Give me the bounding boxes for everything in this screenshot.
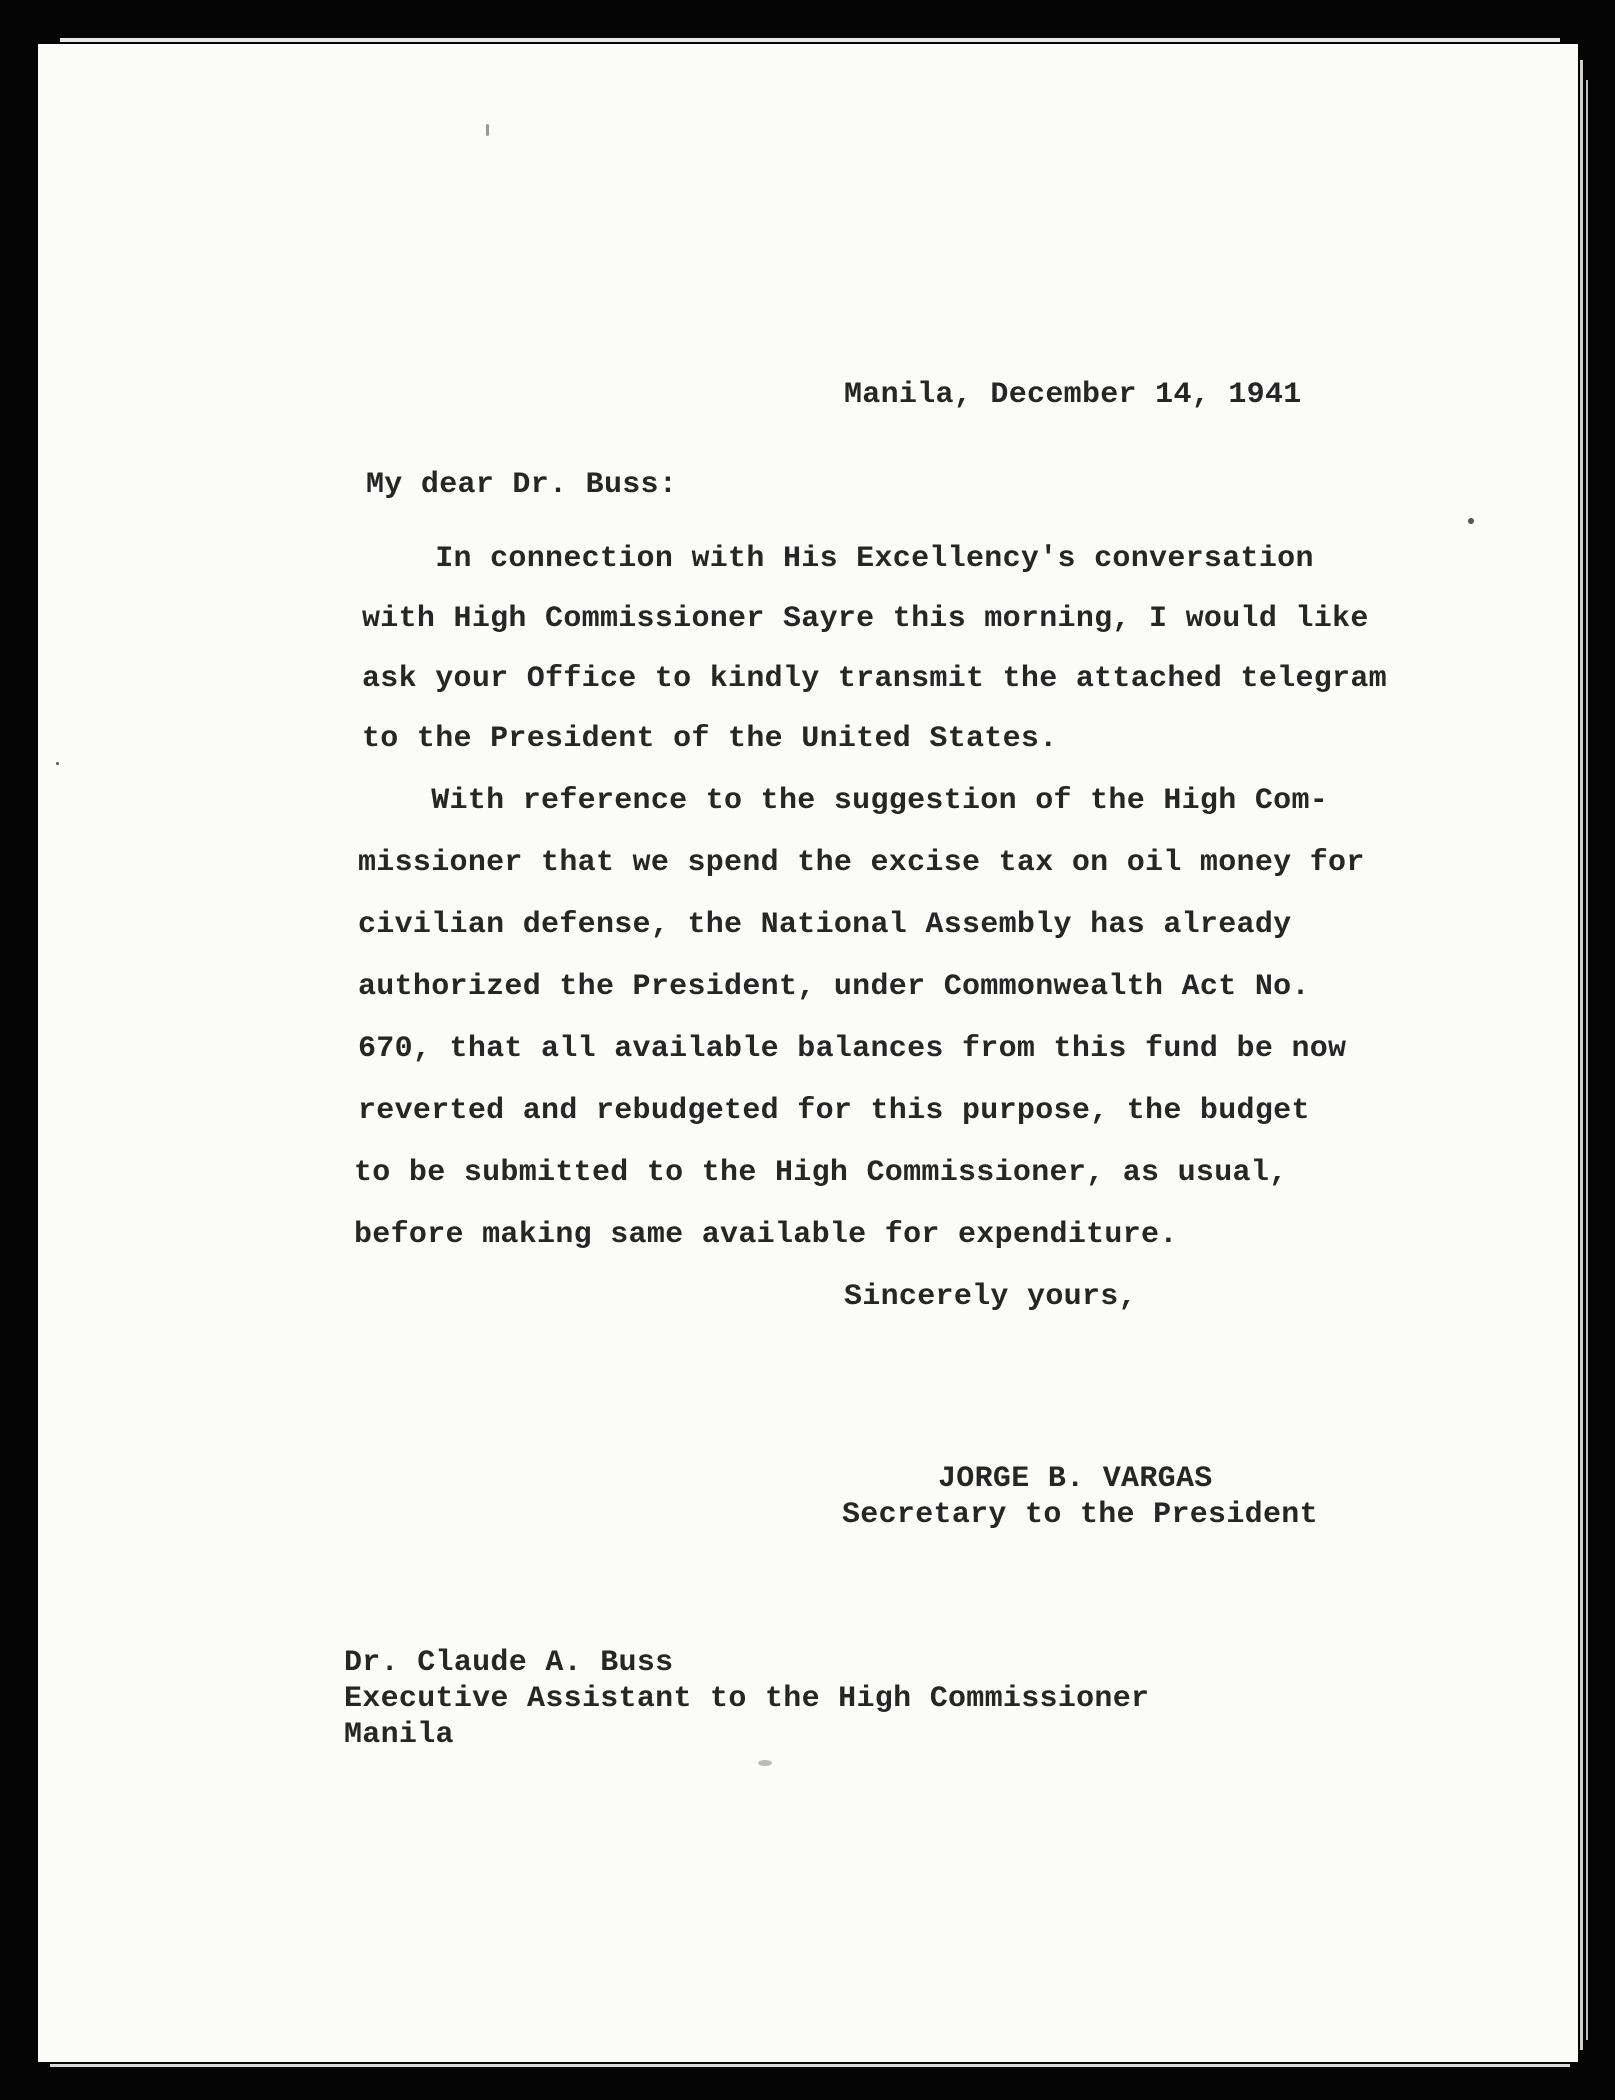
addressee-city: Manila <box>344 1718 454 1752</box>
paragraph-line: missioner that we spend the excise tax on oil money for <box>358 846 1365 880</box>
paragraph-line: before making same available for expenditure. <box>354 1218 1178 1252</box>
signature-title: Secretary to the President <box>842 1498 1318 1532</box>
ink-speck <box>56 762 59 765</box>
signature-name: JORGE B. VARGAS <box>938 1462 1213 1496</box>
page-stack-edge-top <box>60 38 1560 42</box>
ink-speck <box>1468 518 1474 524</box>
ink-speck <box>758 1760 772 1766</box>
paragraph-line: With reference to the suggestion of the High Com- <box>358 784 1329 818</box>
closing: Sincerely yours, <box>844 1280 1137 1314</box>
paragraph-line: civilian defense, the National Assembly has already <box>358 908 1292 942</box>
ink-speck <box>486 124 489 136</box>
paragraph-line: authorized the President, under Commonwealth Act No. <box>358 970 1310 1004</box>
paragraph-line: 670, that all available balances from this fund be now <box>358 1032 1347 1066</box>
letter-page <box>38 44 1578 2062</box>
page-stack-edge-bottom <box>50 2064 1570 2067</box>
page-stack-edge-right <box>1580 60 1583 2050</box>
salutation: My dear Dr. Buss: <box>366 468 678 502</box>
addressee-title: Executive Assistant to the High Commissioner <box>344 1682 1150 1716</box>
paragraph-line: to be submitted to the High Commissioner, as usual, <box>354 1156 1288 1190</box>
paragraph-line: ask your Office to kindly transmit the attached telegram <box>362 662 1387 696</box>
place-date-line: Manila, December 14, 1941 <box>844 378 1302 412</box>
page-stack-edge-right-2 <box>1586 80 1588 2040</box>
paragraph-line: with High Commissioner Sayre this morning, I would like <box>362 602 1369 636</box>
paragraph-line: In connection with His Excellency's conversation <box>362 542 1314 576</box>
addressee-name: Dr. Claude A. Buss <box>344 1646 674 1680</box>
paragraph-line: reverted and rebudgeted for this purpose, the budget <box>358 1094 1310 1128</box>
paragraph-line: to the President of the United States. <box>362 722 1058 756</box>
